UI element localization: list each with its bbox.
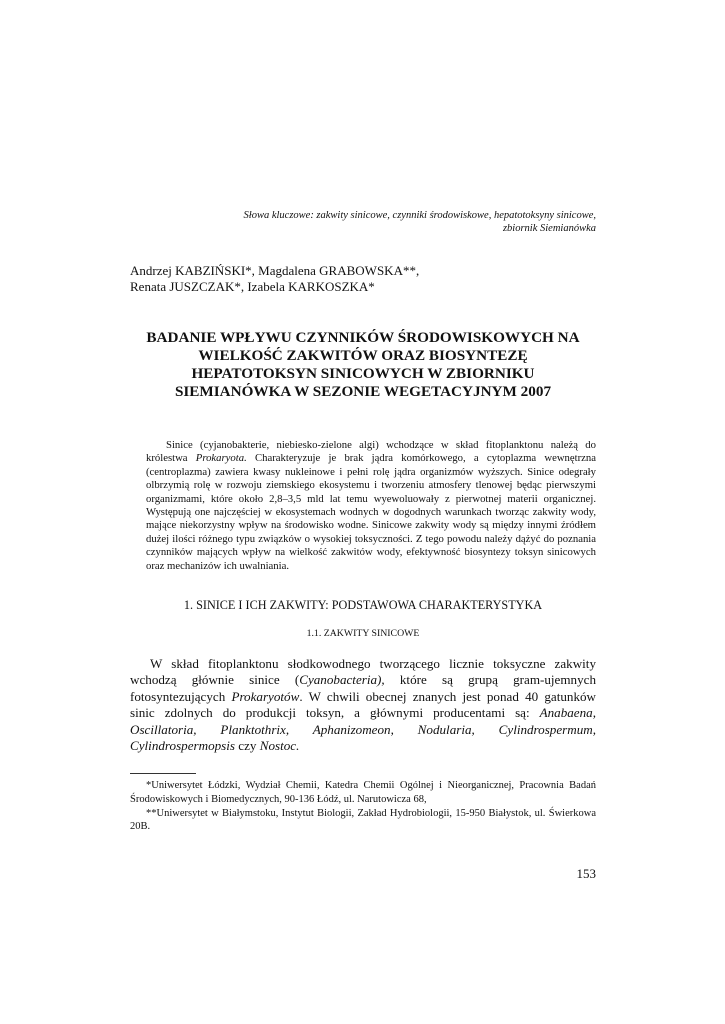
paper-title bbox=[120, 329, 606, 401]
body-prokaryotow: Prokaryotów bbox=[231, 688, 300, 704]
footnote-divider bbox=[130, 773, 196, 774]
section-heading: 1. SINICE I ICH ZAKWITY: PODSTAWOWA CHARAKTERYSTYKA bbox=[183, 598, 543, 612]
abstract-text-1: Sinice (cyjanobakterie, niebiesko-zielone algi) wchodzące w skład fitoplanktonu należą do królestwa bbox=[146, 439, 596, 465]
body-text bbox=[130, 656, 596, 754]
abstract-paragraph bbox=[146, 439, 596, 573]
title-line-4: SIEMIANÓWKA W SEZONIE WEGETACYJNYM 2007 bbox=[174, 383, 552, 400]
authors-line-2: Renata JUSZCZAK*, Izabela KARKOSZKA* bbox=[130, 279, 375, 294]
body-text-4: czy bbox=[235, 738, 260, 754]
body-genera: Anabaena, Oscillatoria, Planktothrix, Aphanizomeon, Nodularia, Cylindrospermum, Cylindrospermopsis bbox=[130, 705, 596, 754]
authors-line-1: Andrzej KABZIŃSKI*, Magdalena GRABOWSKA**, bbox=[130, 263, 420, 278]
body-text-2: które są grupą gram-ujemnych fotosyntezujących bbox=[130, 672, 596, 704]
body-text-1: W skład fitoplanktonu słodkowodnego tworzącego licznie toksyczne zakwity wchodzą głównie sinice ( bbox=[130, 656, 596, 688]
footnote-2: **Uniwersytet w Białymstoku, Instytut Biologii, Zakład Hydrobiologii, 15-950 Białystok, ul. Świerkowa 20B. bbox=[130, 807, 596, 833]
body-nostoc: Nostoc. bbox=[259, 738, 300, 754]
footnotes bbox=[130, 779, 596, 834]
title-line-1: BADANIE WPŁYWU CZYNNIKÓW ŚRODOWISKOWYCH NA bbox=[146, 329, 580, 346]
abstract-text-2: Charakteryzuje je brak jądra komórkowego, a cytoplazma wewnętrzna (centroplazma) zawiera kwasy nukleinowe i pełni rolę jądra organizmów wyższych. Sinice odegrały olbrzymią rolę w rozwoju ziemskiego ekosystemu i tworzeniu atmosfery tlenowej będąc pierwszymi organizmami, które około 2,8–3,5 mld lat temu wyewoluowały z pierwotnej materii organicznej. Występują one najczęściej w ekosystemach wodnych w dogodnych warunkach tworząc zakwity wody, mające niekorzystny wpływ na środowisko wodne. Sinicowe zakwity wody są między innymi źródłem dużej ilości różnego typu związków o wysokiej toksyczności. Z tego powodu należy dążyć do poznania czynników mających wpływ na wielkość zakwitów wody, efektywność biosyntezy toksyn sinicowych oraz mechanizów ich uwalniania. bbox=[146, 452, 596, 572]
body-paragraph bbox=[130, 656, 596, 754]
footnote-1: *Uniwersytet Łódzki, Wydział Chemii, Katedra Chemii Ogólnej i Nieorganicznej, Pracownia Badań Środowiskowych i Biomedycznych, 90-136 Łódź, ul. Narutowicza 68, bbox=[130, 780, 596, 805]
keywords-line-1: Słowa kluczowe: zakwity sinicowe, czynniki środowiskowe, hepatotoksyny sinicowe, bbox=[243, 210, 596, 221]
keywords-line-2: zbiornik Siemianówka bbox=[502, 223, 596, 234]
keywords bbox=[200, 209, 596, 235]
abstract bbox=[146, 439, 596, 573]
title-line-3: HEPATOTOKSYN SINICOWYCH W ZBIORNIKU bbox=[191, 365, 535, 382]
body-cyanobacteria: Cyanobacteria), bbox=[299, 672, 385, 688]
body-text-3: . W chwili obecnej znanych jest ponad 40 gatunków sinic zdolnych do produkcji toksyn, a głównymi producentami są: bbox=[130, 688, 597, 721]
authors bbox=[130, 263, 600, 295]
subsection-heading: 1.1. ZAKWITY SINICOWE bbox=[306, 628, 420, 639]
title-line-2: WIELKOŚĆ ZAKWITÓW ORAZ BIOSYNTEZĘ bbox=[198, 347, 528, 364]
page-number: 153 bbox=[576, 866, 596, 881]
abstract-prokaryota: Prokaryota. bbox=[195, 452, 247, 465]
